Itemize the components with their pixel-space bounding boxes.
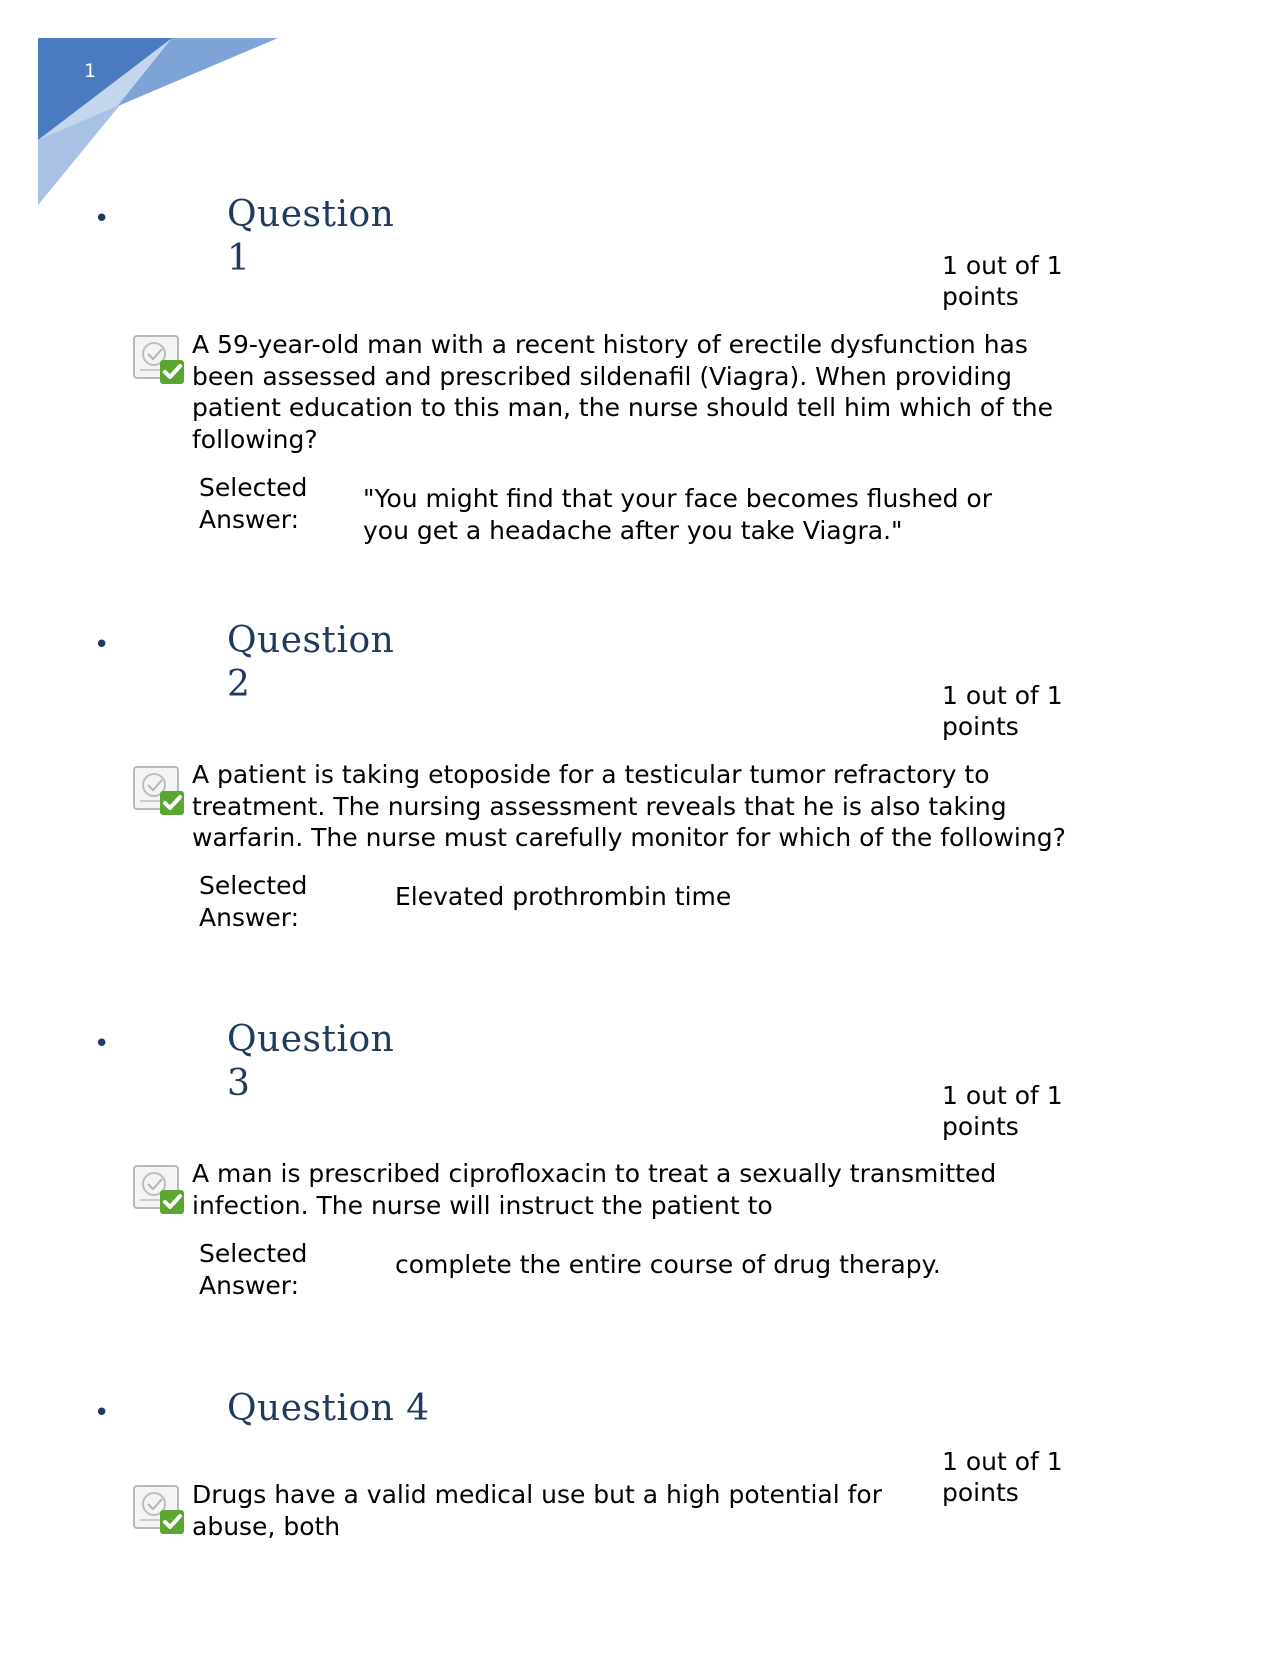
- question-number: 4: [406, 1388, 430, 1429]
- page-corner-decoration: [0, 0, 290, 220]
- question-title: Question: [227, 194, 395, 235]
- bullet: •: [94, 1398, 110, 1428]
- page-number: 1: [84, 60, 97, 82]
- bullet: •: [94, 1029, 110, 1059]
- question-heading: [227, 193, 394, 281]
- question-prompt: A 59-year-old man with a recent history of erectile dysfunction has been assessed and prescribed sildenafil (Viagra). When providing patient education to this man, the nurse should tell him which of the following?: [192, 330, 1053, 454]
- question-points: 1 out of 1 points: [942, 1081, 1063, 1141]
- question-points: 1 out of 1 points: [942, 681, 1063, 741]
- question-prompt: Drugs have a valid medical use but a high potential for abuse, both: [192, 1480, 883, 1541]
- question-number: 2: [227, 664, 251, 705]
- question-number: 3: [227, 1063, 251, 1104]
- correct-check-icon: [132, 763, 186, 817]
- selected-answer: Elevated prothrombin time: [395, 882, 732, 911]
- bullet: •: [94, 630, 110, 660]
- question-title: Question: [227, 1388, 395, 1429]
- selected-answer-label: Selected Answer:: [199, 871, 308, 932]
- question-prompt: A man is prescribed ciprofloxacin to treat a sexually transmitted infection. The nurse will instruct the patient to: [192, 1159, 997, 1220]
- question-title: Question: [227, 1019, 395, 1060]
- question-points: 1 out of 1 points: [942, 251, 1063, 311]
- question-heading: [227, 1018, 394, 1106]
- correct-check-icon: [132, 332, 186, 386]
- selected-answer-label: Selected Answer:: [199, 1239, 308, 1300]
- question-heading: [227, 1387, 430, 1431]
- bullet: •: [94, 204, 110, 234]
- selected-answer-label: Selected Answer:: [199, 473, 308, 534]
- question-points: 1 out of 1 points: [942, 1447, 1063, 1507]
- question-heading: [227, 619, 394, 707]
- question-prompt: A patient is taking etoposide for a testicular tumor refractory to treatment. The nursing assessment reveals that he is also taking warfarin. The nurse must carefully monitor for which of the following?: [192, 760, 1066, 852]
- selected-answer: "You might find that your face becomes flushed or you get a headache after you take Viagra.": [363, 484, 993, 545]
- question-number: 1: [227, 238, 251, 279]
- correct-check-icon: [132, 1482, 186, 1536]
- question-title: Question: [227, 620, 395, 661]
- correct-check-icon: [132, 1162, 186, 1216]
- selected-answer: complete the entire course of drug therapy.: [395, 1250, 941, 1279]
